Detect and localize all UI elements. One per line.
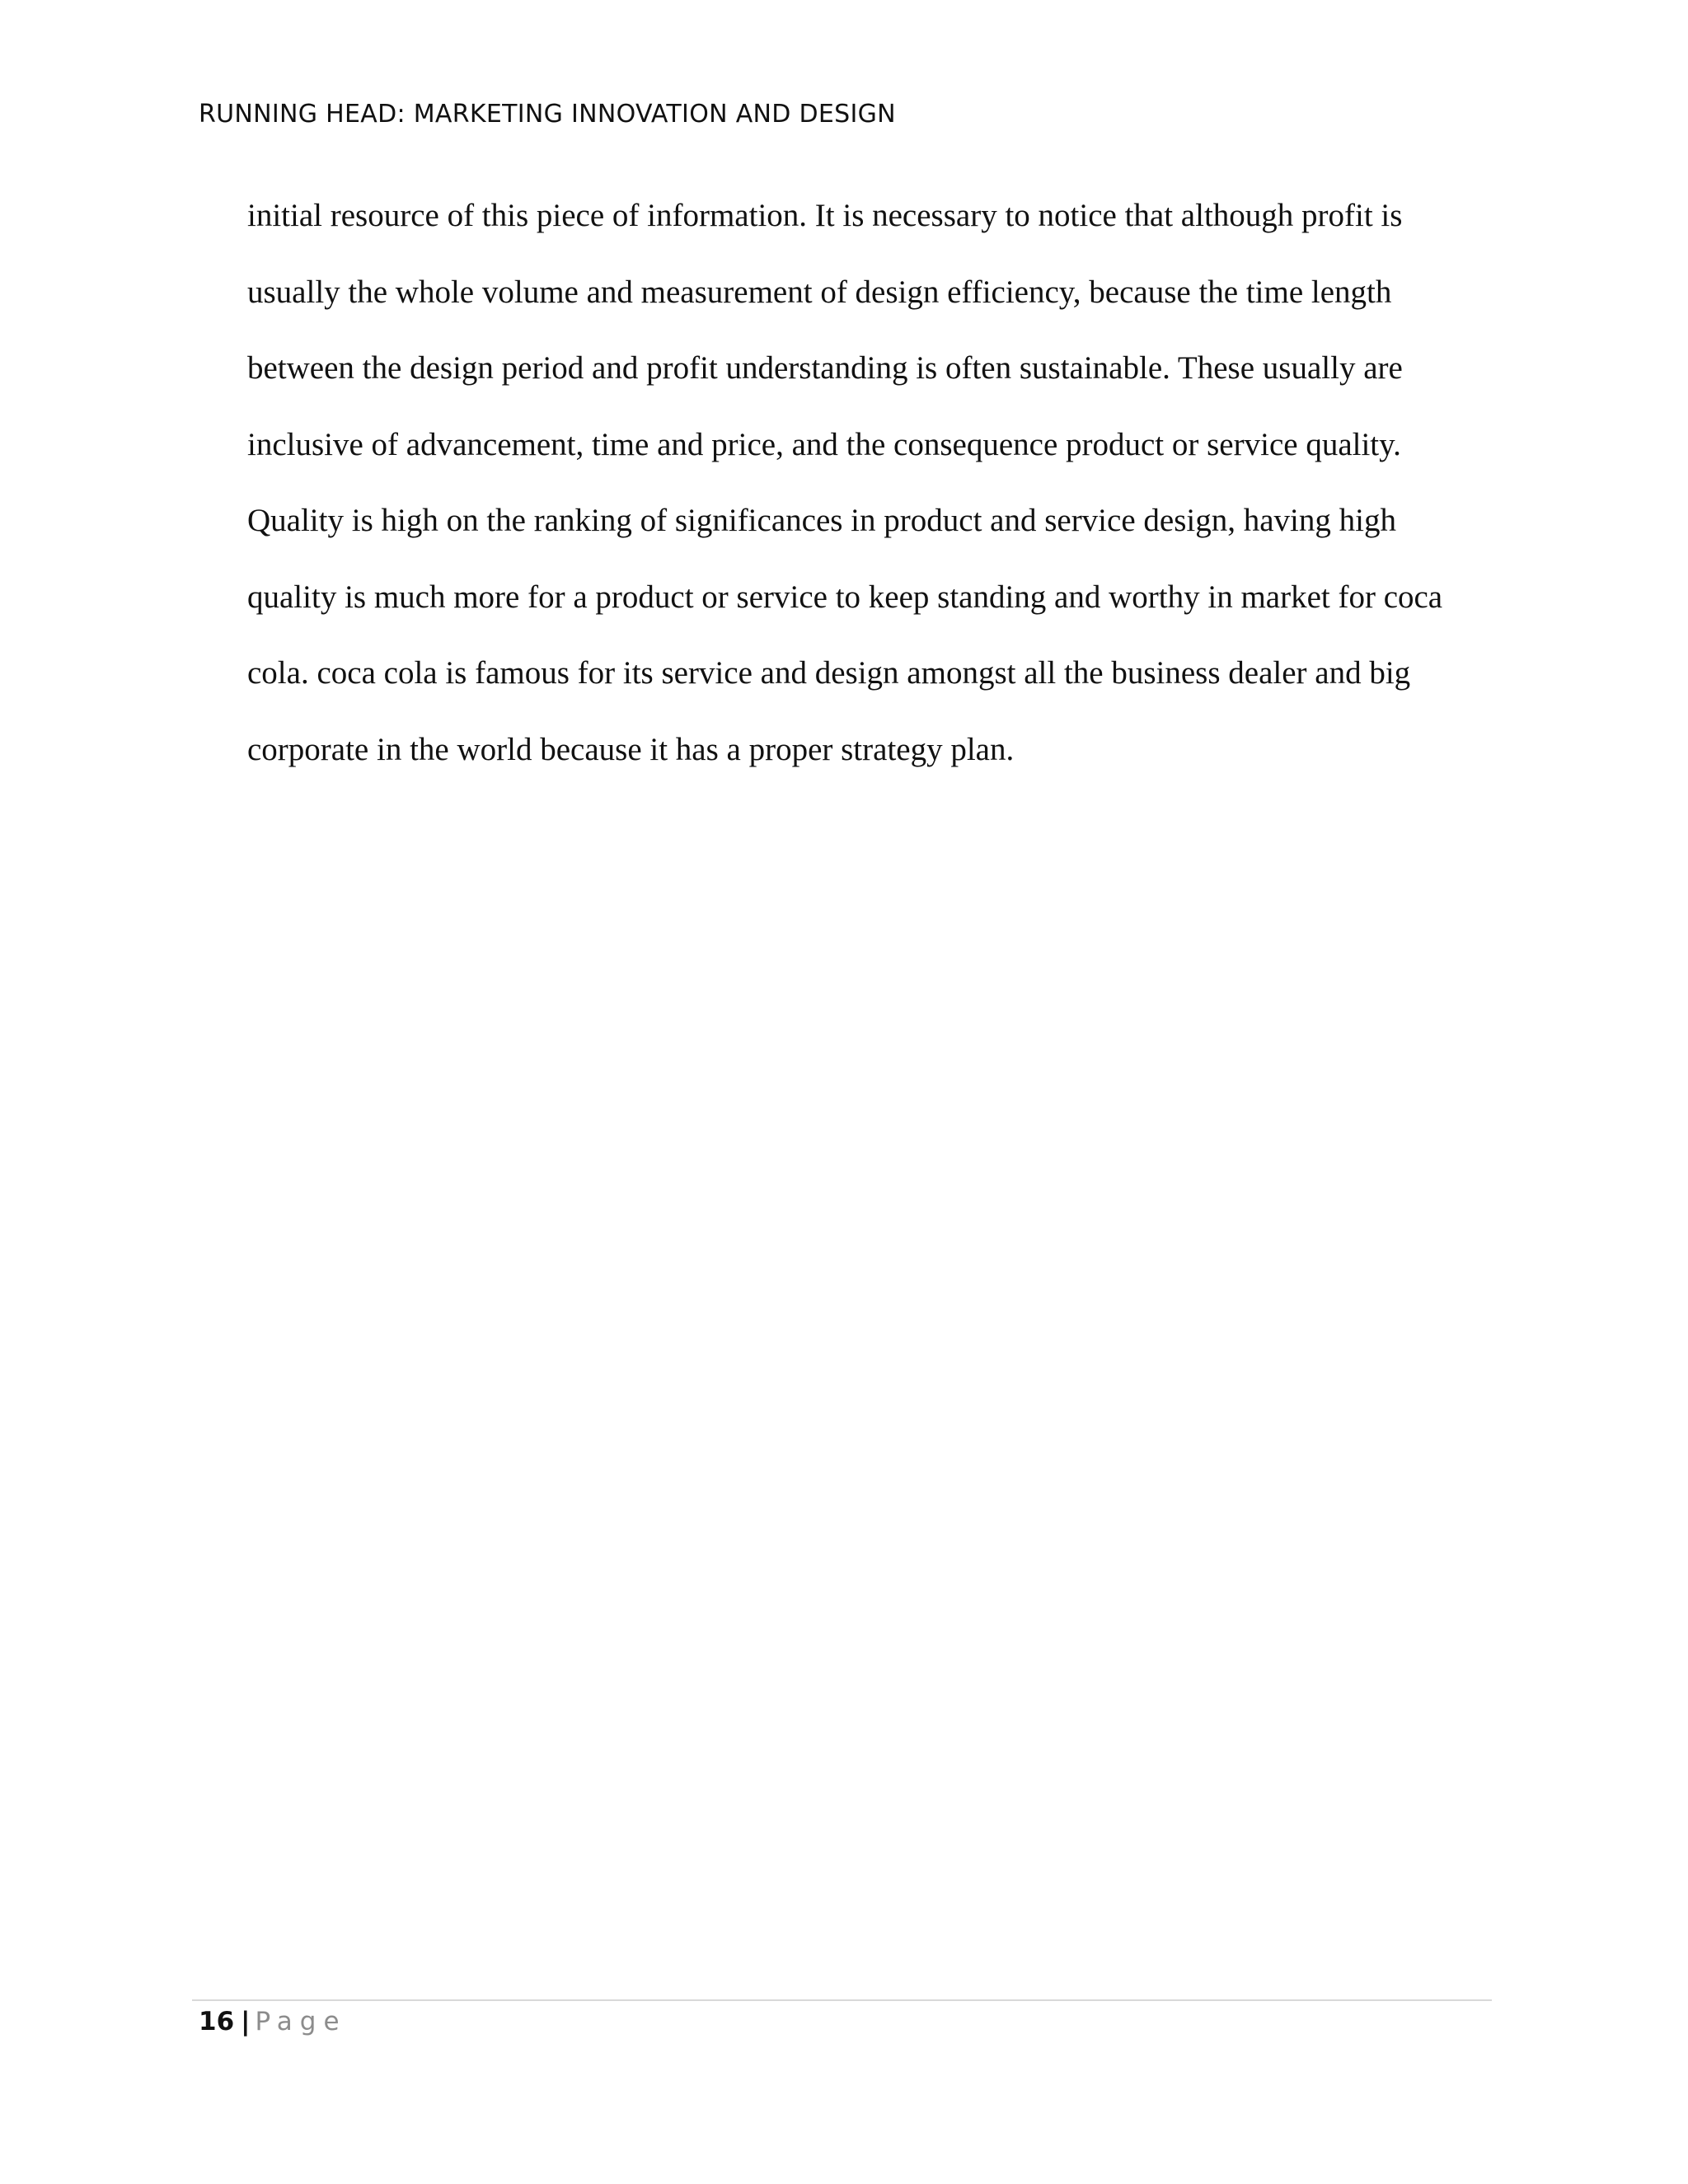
paragraph-line: usually the whole volume and measurement of design efficiency, because the time length (247, 274, 1392, 310)
running-head: RUNNING HEAD: MARKETING INNOVATION AND DESIGN (199, 100, 896, 129)
paragraph-line: between the design period and profit understanding is often sustainable. These usually are (247, 350, 1403, 386)
paragraph-line: corporate in the world because it has a proper strategy plan. (247, 731, 1015, 767)
page-label: Page (255, 2007, 347, 2036)
paragraph-line: initial resource of this piece of information. It is necessary to notice that although profit is (247, 198, 1403, 233)
paragraph-line: cola. coca cola is famous for its service and design amongst all the business dealer and big (247, 655, 1411, 691)
paragraph-line: Quality is high on the ranking of significances in product and service design, having high (247, 503, 1396, 538)
paragraph-line: quality is much more for a product or service to keep standing and worthy in market for coca (247, 579, 1443, 615)
page-number: 16 (199, 2007, 235, 2036)
paragraph-line: inclusive of advancement, time and price, and the consequence product or service quality. (247, 426, 1401, 462)
footer-separator: | (241, 2007, 251, 2036)
page-footer (199, 2001, 347, 2042)
body-paragraph (247, 191, 1500, 801)
footer-divider (192, 1999, 1492, 2001)
